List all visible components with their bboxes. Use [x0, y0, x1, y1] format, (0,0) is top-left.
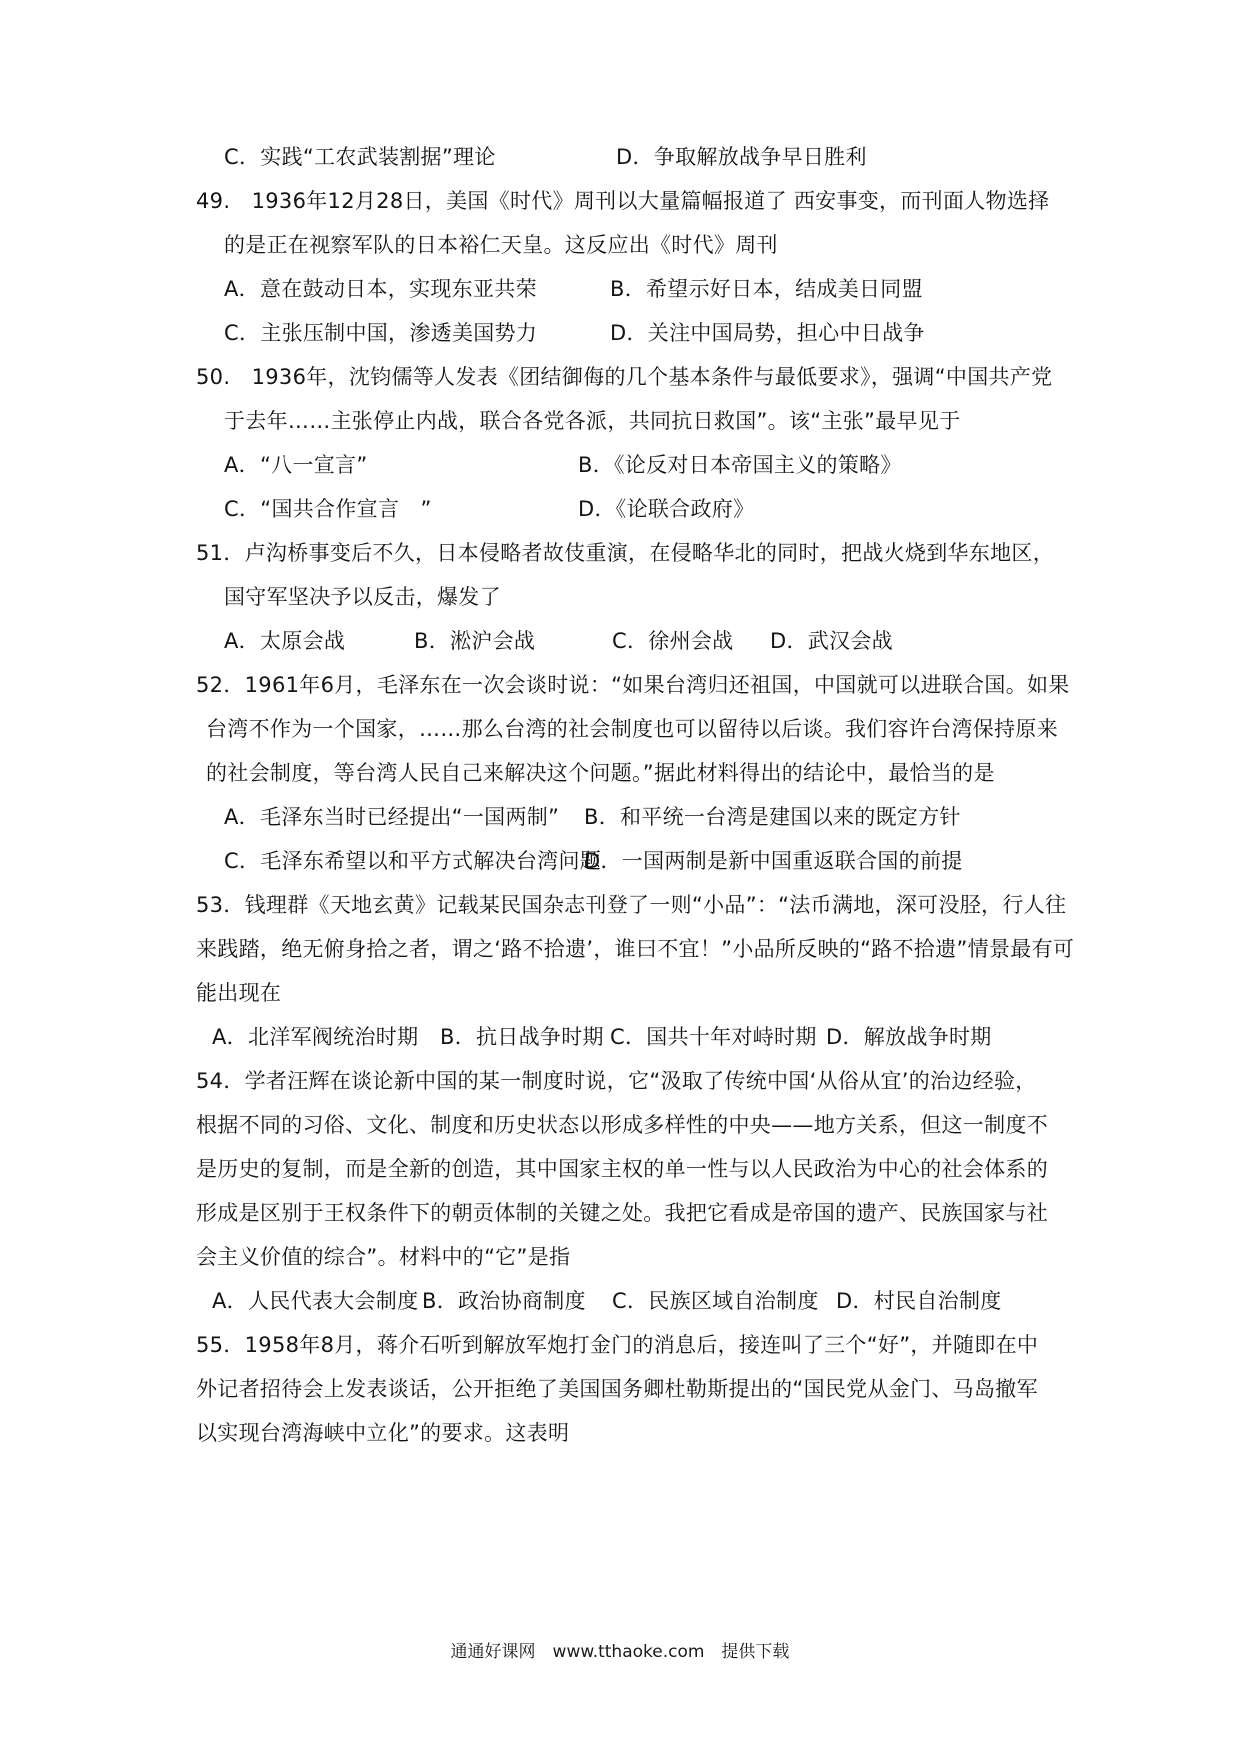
q52-option-b: B．和平统一台湾是建国以来的既定方针	[584, 805, 961, 829]
q52-stem-line-1: 52．1961年6月，毛泽东在一次会谈时说：“如果台湾归还祖国，中国就可以进联合国。如果	[196, 673, 1070, 697]
q51-option-c: C．徐州会战	[612, 629, 734, 653]
q49-stem-line-2: 的是正在视察军队的日本裕仁天皇。这反应出《时代》周刊	[224, 233, 778, 257]
q55-stem-line-1: 55．1958年8月，蒋介石听到解放军炮打金门的消息后，接连叫了三个“好”，并随即在中	[196, 1333, 1039, 1357]
q50-stem-line-2: 于去年……主张停止内战，联合各党各派，共同抗日救国”。该“主张”最早见于	[224, 409, 961, 433]
q49-option-a: A．意在鼓动日本，实现东亚共荣	[224, 277, 537, 301]
q52-option-a: A．毛泽东当时已经提出“一国两制”	[224, 805, 560, 829]
q53-stem-line-3: 能出现在	[196, 981, 282, 1005]
q50-option-c: C．“国共合作宣言 ”	[224, 497, 432, 521]
q50-option-b: B．《论反对日本帝国主义的策略》	[578, 453, 902, 477]
q52-option-c: C．毛泽东希望以和平方式解决台湾问题	[224, 849, 602, 873]
q49-option-b: B．希望示好日本，结成美日同盟	[610, 277, 923, 301]
q52-stem-line-2: 台湾不作为一个国家，……那么台湾的社会制度也可以留待以后谈。我们容许台湾保持原来	[206, 717, 1058, 741]
q51-option-b: B．淞沪会战	[414, 629, 536, 653]
q55-stem-line-3: 以实现台湾海峡中立化”的要求。这表明	[196, 1421, 570, 1445]
q51-option-a: A．太原会战	[224, 629, 346, 653]
page-footer: 通通好课网 www.tthaoke.com 提供下载	[450, 1642, 790, 1662]
q54-option-b: B．政治协商制度	[422, 1289, 586, 1313]
q54-stem-line-3: 是历史的复制，而是全新的创造，其中国家主权的单一性与以人民政治为中心的社会体系的	[196, 1157, 1048, 1181]
q53-stem-line-1: 53．钱理群《天地玄黄》记载某民国杂志刊登了一则“小品”：“法币满地，深可没胫，行人往	[196, 893, 1067, 917]
q48-option-c: C．实践“工农武装割据”理论	[224, 145, 496, 169]
q53-stem-line-2: 来践踏，绝无俯身拾之者，谓之‘路不拾遗’，谁曰不宜！”小品所反映的“路不拾遗”情景最有可	[196, 937, 1075, 961]
q53-option-a: A．北洋军阀统治时期	[212, 1025, 419, 1049]
q54-option-a: A．人民代表大会制度	[212, 1289, 419, 1313]
q54-stem-line-1: 54．学者汪辉在谈论新中国的某一制度时说，它“汲取了传统中国‘从俗从宜’的治边经验，	[196, 1069, 1037, 1093]
q53-option-b: B．抗日战争时期	[440, 1025, 604, 1049]
q54-stem-line-5: 会主义价值的综合”。材料中的“它”是指	[196, 1245, 571, 1269]
q55-stem-line-2: 外记者招待会上发表谈话，公开拒绝了美国国务卿杜勒斯提出的“国民党从金门、马岛撤军	[196, 1377, 1038, 1401]
q49-option-c: C．主张压制中国，渗透美国势力	[224, 321, 538, 345]
q49-option-d: D．关注中国局势，担心中日战争	[610, 321, 925, 345]
q51-stem-line-1: 51．卢沟桥事变后不久，日本侵略者故伎重演，在侵略华北的同时，把战火烧到华东地区，	[196, 541, 1055, 565]
q49-stem-line-1: 49. 1936年12月28日，美国《时代》周刊以大量篇幅报道了 西安事变，而刊面人物选择	[196, 189, 1050, 213]
q51-option-d: D．武汉会战	[770, 629, 893, 653]
q48-option-d: D．争取解放战争早日胜利	[616, 145, 867, 169]
q50-option-d: D．《论联合政府》	[578, 497, 755, 521]
q52-option-d: D．一国两制是新中国重返联合国的前提	[584, 849, 963, 873]
q50-option-a: A．“八一宣言”	[224, 453, 368, 477]
q54-option-d: D．村民自治制度	[836, 1289, 1002, 1313]
q54-stem-line-4: 形成是区别于王权条件下的朝贡体制的关键之处。我把它看成是帝国的遗产、民族国家与社	[196, 1201, 1048, 1225]
q53-option-c: C．国共十年对峙时期	[610, 1025, 817, 1049]
q54-option-c: C．民族区域自治制度	[612, 1289, 819, 1313]
q54-stem-line-2: 根据不同的习俗、文化、制度和历史状态以形成多样性的中央——地方关系，但这一制度不	[196, 1113, 1048, 1137]
q52-stem-line-3: 的社会制度，等台湾人民自己来解决这个问题。”据此材料得出的结论中，最恰当的是	[206, 761, 995, 785]
q51-stem-line-2: 国守军坚决予以反击，爆发了	[224, 585, 501, 609]
q50-stem-line-1: 50. 1936年，沈钧儒等人发表《团结御侮的几个基本条件与最低要求》，强调“中国共产党	[196, 365, 1053, 389]
q53-option-d: D．解放战争时期	[826, 1025, 992, 1049]
